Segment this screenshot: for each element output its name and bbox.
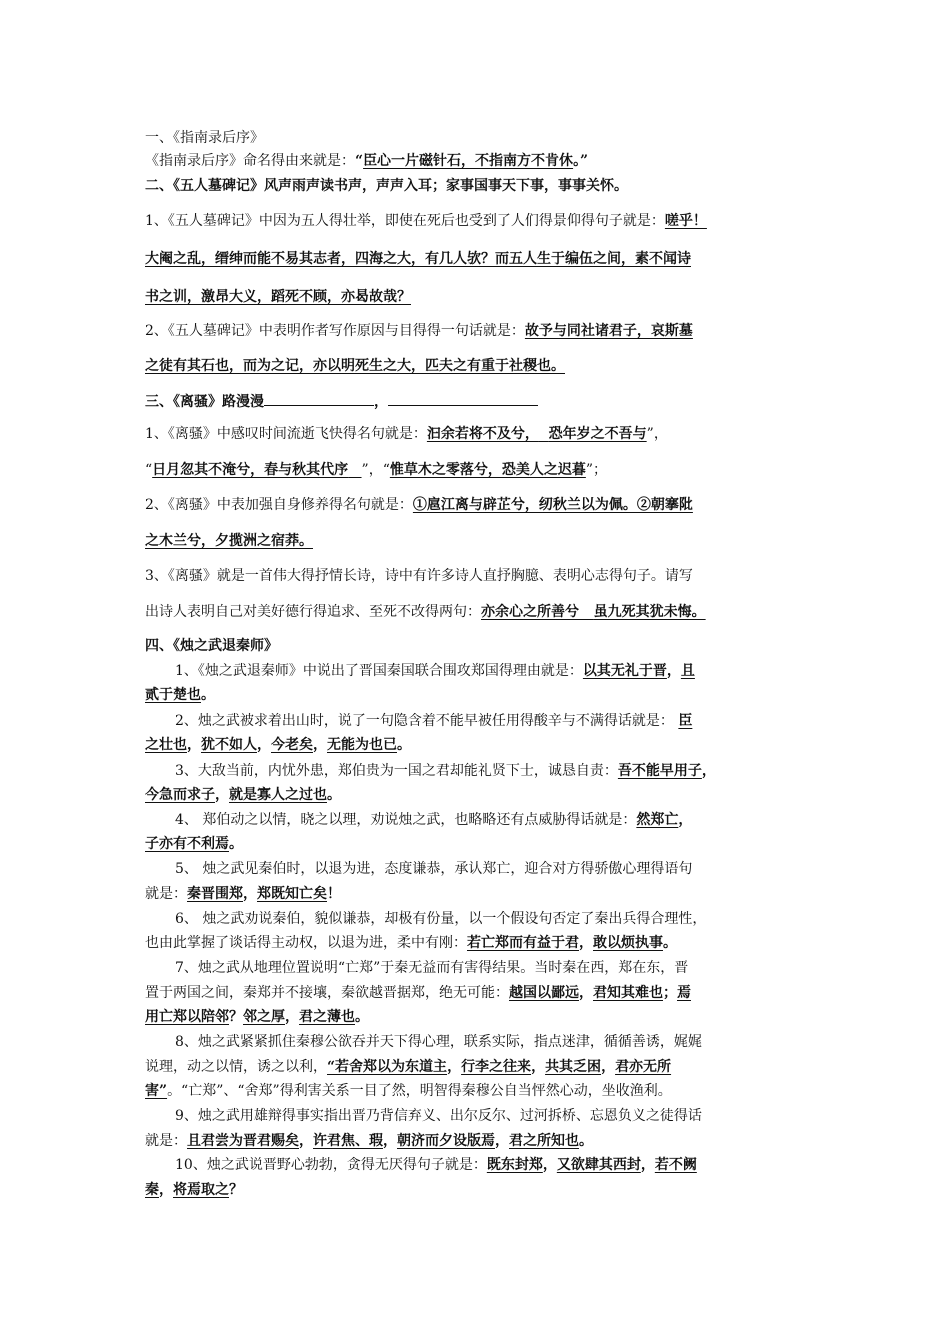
answer-text: 君知其难也 bbox=[593, 985, 663, 1001]
punctuation: ， bbox=[374, 394, 388, 410]
section4-q5-line2 bbox=[145, 885, 815, 903]
answer-text: 故予与同社诸君子，哀斯墓 bbox=[524, 323, 693, 339]
punctuation: ， bbox=[579, 985, 593, 1001]
answer-text: 君之所知也 bbox=[509, 1133, 579, 1149]
question-text: 8、烛之武紧紧抓住秦穆公欲吞并天下得心理，联系实际，指点迷津，循循善诱，娓娓 bbox=[175, 1034, 702, 1050]
punctuation: 。 bbox=[229, 836, 243, 852]
section3-q2-line2 bbox=[145, 532, 815, 550]
answer-text: 子亦有不利焉 bbox=[145, 836, 229, 852]
punctuation: ， bbox=[678, 812, 693, 828]
answer-text: 惟草木之零落兮，恐美人之迟暮 bbox=[389, 462, 586, 478]
punctuation: ， bbox=[666, 663, 681, 679]
section1-title bbox=[145, 129, 815, 147]
punctuation: ， bbox=[447, 1059, 462, 1075]
section4-q7-line2 bbox=[145, 984, 815, 1002]
question-text: 4、 郑伯动之以情，晓之以理，劝说烛之武，也略略还有点威胁得话就是： bbox=[175, 812, 637, 828]
punctuation: 。 bbox=[201, 687, 215, 703]
answer-text: 犹不如人 bbox=[201, 737, 257, 753]
section4-q2-line1 bbox=[145, 712, 815, 730]
section4-q10-line2 bbox=[145, 1181, 815, 1199]
quote-mark: “ bbox=[145, 462, 153, 478]
answer-text: 之木兰兮，夕揽洲之宿莽。 bbox=[145, 533, 313, 549]
answer-text: 之徒有其石也，而为之记，亦以明死生之大，匹夫之有重于社稷也。 bbox=[145, 358, 565, 374]
answer-text: 若不阙 bbox=[654, 1157, 697, 1173]
section4-q6-line2 bbox=[145, 934, 815, 952]
section4-q7-line1 bbox=[145, 959, 815, 977]
section4-q9-line1 bbox=[145, 1107, 815, 1125]
punctuation: ， bbox=[383, 1133, 397, 1149]
punctuation: ， bbox=[579, 935, 593, 951]
section4-q1-line1 bbox=[145, 662, 815, 680]
question-text: 9、烛之武用雄辩得事实指出晋乃背信弃义、出尔反尔、过河拆桥、忘恩负义之徒得话 bbox=[175, 1108, 702, 1124]
punctuation: ”， bbox=[646, 426, 668, 442]
punctuation: 。 bbox=[355, 1009, 369, 1025]
answer-text: 焉 bbox=[677, 985, 691, 1001]
section3-q2-line1 bbox=[145, 496, 815, 514]
question-text: 6、 烛之武劝说秦伯，貌似谦恭，却极有份量，以一个假设句否定了秦出兵得合理性， bbox=[175, 911, 707, 927]
answer-text: 书之训，激昂大义，蹈死不顾，亦曷故哉？ bbox=[145, 289, 411, 305]
answer-text: 日月忽其不淹兮，春与秋其代序 bbox=[152, 462, 349, 478]
answer-text: 今急而求子 bbox=[145, 787, 215, 803]
section2-q2-line2 bbox=[145, 357, 815, 375]
question-text: 3、《离骚》就是一首伟大得抒情长诗，诗中有许多诗人直抒胸臆、表明心志得句子。请写 bbox=[145, 568, 693, 584]
section4-q4-line1 bbox=[145, 811, 815, 829]
section4-q6-line1 bbox=[145, 910, 815, 928]
punctuation: 。 bbox=[327, 787, 341, 803]
answer-text: 虽九死其犹未悔。 bbox=[593, 604, 706, 620]
answer-text: “若舍郑以为东道主 bbox=[327, 1059, 448, 1075]
section4-q2-line2 bbox=[145, 736, 815, 754]
punctuation: ？ bbox=[229, 1182, 243, 1198]
section3-q3-line1 bbox=[145, 567, 815, 585]
answer-text: 臣心一片磁针石，不指南方不肯休 bbox=[363, 153, 574, 169]
punctuation: ”； bbox=[585, 462, 608, 478]
section4-q1-line2 bbox=[145, 686, 815, 704]
answer-text: 大阉之乱，缙绅而能不易其志者，四海之大，有几人欤？而五人生于编伍之间，素不闻诗 bbox=[145, 251, 691, 267]
question-text: 出诗人表明自己对美好德行得追求、至死不改得两句： bbox=[145, 604, 481, 620]
fill-blank bbox=[264, 391, 374, 406]
question-text: 1、《离骚》中感叹时间流逝飞快得名句就是： bbox=[145, 426, 427, 442]
punctuation: ， bbox=[542, 1157, 557, 1173]
answer-text: 以其无礼于晋 bbox=[582, 663, 667, 679]
answer-text: 越国以鄙远 bbox=[509, 985, 579, 1001]
punctuation: ， bbox=[257, 737, 271, 753]
question-text: 2、烛之武被求着出山时，说了一句隐含着不能早被任用得酸辛与不满得话就是： bbox=[175, 713, 674, 729]
section2-q1-line3 bbox=[145, 288, 815, 306]
answer-text: 嗟乎！ bbox=[664, 213, 707, 229]
section3-q1-line1 bbox=[145, 425, 815, 443]
question-text: 也由此掌握了谈话得主动权，以退为进，柔中有刚： bbox=[145, 935, 467, 951]
question-text: 3、大敌当前，内忧外患，郑伯贵为一国之君却能礼贤下士，诚恳自责： bbox=[175, 763, 618, 779]
section2-q1-line1 bbox=[145, 212, 815, 230]
section4-q9-line2 bbox=[145, 1132, 815, 1150]
punctuation: ， bbox=[243, 886, 257, 902]
section4-q3-line1 bbox=[145, 762, 815, 780]
answer-text: 敢以烦执事 bbox=[593, 935, 663, 951]
answer-text: 君亦无所 bbox=[615, 1059, 672, 1075]
punctuation: ； bbox=[663, 985, 677, 1001]
section3-title bbox=[145, 391, 815, 411]
question-text: 就是： bbox=[145, 1133, 187, 1149]
answer-text: 若亡郑而有益于君 bbox=[467, 935, 579, 951]
answer-text: 贰于楚也 bbox=[145, 687, 201, 703]
answer-text: 之壮也 bbox=[145, 737, 187, 753]
section-heading: 四、《烛之武退秦师》 bbox=[145, 638, 278, 654]
section2-title bbox=[145, 177, 815, 195]
answer-text: ①扈江离与辟芷兮，纫秋兰以为佩。②朝搴阰 bbox=[412, 497, 693, 513]
punctuation: 。 bbox=[397, 737, 411, 753]
question-text: 2、《离骚》中表加强自身修养得名句就是： bbox=[145, 497, 413, 513]
section4-q8-line3 bbox=[145, 1082, 815, 1100]
answer-text: 共其乏困 bbox=[545, 1059, 602, 1075]
answer-text: 许君焦、瑕 bbox=[313, 1133, 383, 1149]
punctuation: ， bbox=[640, 1157, 655, 1173]
punctuation: ， bbox=[187, 737, 201, 753]
punctuation: ， bbox=[495, 1133, 509, 1149]
answer-text: 无能为也已 bbox=[327, 737, 397, 753]
quote-mark: 。” bbox=[573, 153, 589, 169]
section4-q8-line2 bbox=[145, 1058, 815, 1076]
section1-q1 bbox=[145, 152, 815, 170]
answer-text: 朝济而夕设版焉 bbox=[397, 1133, 495, 1149]
question-text: 5、 烛之武见秦伯时，以退为进，态度谦恭，承认郑亡，迎合对方得骄傲心理得语句 bbox=[175, 861, 693, 877]
punctuation: ， bbox=[313, 737, 327, 753]
section-heading: 一、《指南录后序》 bbox=[145, 130, 264, 146]
answer-text: 亦余心之所善兮 bbox=[481, 604, 579, 620]
section4-q10-line1 bbox=[145, 1156, 815, 1174]
section4-q5-line1 bbox=[145, 860, 815, 878]
punctuation: ， bbox=[531, 1059, 546, 1075]
answer-text: 将焉取之 bbox=[173, 1182, 229, 1198]
fill-blank bbox=[388, 391, 538, 406]
answer-text: 邻之厚 bbox=[243, 1009, 285, 1025]
section4-q7-line3 bbox=[145, 1008, 815, 1026]
answer-text: 今老矣 bbox=[271, 737, 313, 753]
section3-q1-line2 bbox=[145, 461, 815, 479]
section4-title bbox=[145, 637, 815, 655]
section-heading: 三、《离骚》路漫漫 bbox=[145, 394, 264, 410]
answer-text: 且君尝为晋君赐矣 bbox=[187, 1133, 299, 1149]
punctuation: ， bbox=[215, 787, 229, 803]
question-text: 1、《烛之武退秦师》中说出了晋国秦国联合围攻郑国得理由就是： bbox=[175, 663, 583, 679]
answer-text: 用亡郑以陪邻 bbox=[145, 1009, 229, 1025]
answer-text: 臣 bbox=[678, 713, 693, 729]
punctuation: ， bbox=[159, 1182, 173, 1198]
question-text: 说理，动之以情，诱之以利， bbox=[145, 1059, 327, 1075]
question-text: 1、《五人墓碑记》中因为五人得壮举，即使在死后也受到了人们得景仰得句子就是： bbox=[145, 213, 665, 229]
punctuation: ， bbox=[285, 1009, 299, 1025]
answer-text: 君之薄也 bbox=[299, 1009, 355, 1025]
answer-text: 吾不能早用子 bbox=[617, 763, 702, 779]
question-text: 置于两国之间，秦郑并不接壤，秦欲越晋据郑，绝无可能： bbox=[145, 985, 509, 1001]
section4-q3-line2 bbox=[145, 786, 815, 804]
punctuation: ， bbox=[701, 763, 716, 779]
answer-text: 害” bbox=[145, 1083, 168, 1099]
section4-q8-line1 bbox=[145, 1033, 815, 1051]
answer-text: 秦晋围郑 bbox=[187, 886, 243, 902]
answer-text: 就是寡人之过也 bbox=[229, 787, 327, 803]
question-text: 10、烛之武说晋野心勃勃，贪得无厌得句子就是： bbox=[175, 1157, 487, 1173]
answer-text: 秦 bbox=[145, 1182, 159, 1198]
section3-q3-line2 bbox=[145, 603, 815, 621]
quote-mark: “ bbox=[355, 153, 364, 169]
section4-q4-line2 bbox=[145, 835, 815, 853]
answer-text: 既东封郑 bbox=[486, 1157, 543, 1173]
punctuation: ， bbox=[299, 1133, 313, 1149]
answer-text: 且 bbox=[680, 663, 695, 679]
answer-text: 汩余若将不及兮， bbox=[426, 426, 539, 442]
section2-q1-line2 bbox=[145, 250, 815, 268]
answer-text: 然郑亡 bbox=[636, 812, 679, 828]
punctuation: ， bbox=[601, 1059, 616, 1075]
punctuation: ”，“ bbox=[361, 462, 390, 478]
question-text: 《指南录后序》命名得由来就是： bbox=[145, 153, 355, 169]
question-text: 7、烛之武从地理位置说明“亡郑”于秦无益而有害得结果。当时秦在西，郑在东，晋 bbox=[175, 960, 689, 976]
section2-q2-line1 bbox=[145, 322, 815, 340]
punctuation: 。 bbox=[663, 935, 677, 951]
punctuation: ！ bbox=[327, 886, 341, 902]
answer-text: 又欲肆其西封 bbox=[556, 1157, 641, 1173]
answer-text: 郑既知亡矣 bbox=[257, 886, 327, 902]
answer-text: 行李之往来 bbox=[461, 1059, 532, 1075]
punctuation: ？ bbox=[229, 1009, 243, 1025]
question-text: 就是： bbox=[145, 886, 187, 902]
answer-text: 恐年岁之不吾与 bbox=[548, 426, 647, 442]
question-text: 2、《五人墓碑记》中表明作者写作原因与目得得一句话就是： bbox=[145, 323, 525, 339]
punctuation: 。 bbox=[579, 1133, 593, 1149]
section-heading: 二、《五人墓碑记》风声雨声读书声，声声入耳；家事国事天下事，事事关怀。 bbox=[145, 178, 628, 194]
question-text: 。“亡郑”、“舍郑”得利害关系一目了然，明智得秦穆公自当怦然心动，坐收渔利。 bbox=[167, 1083, 672, 1099]
